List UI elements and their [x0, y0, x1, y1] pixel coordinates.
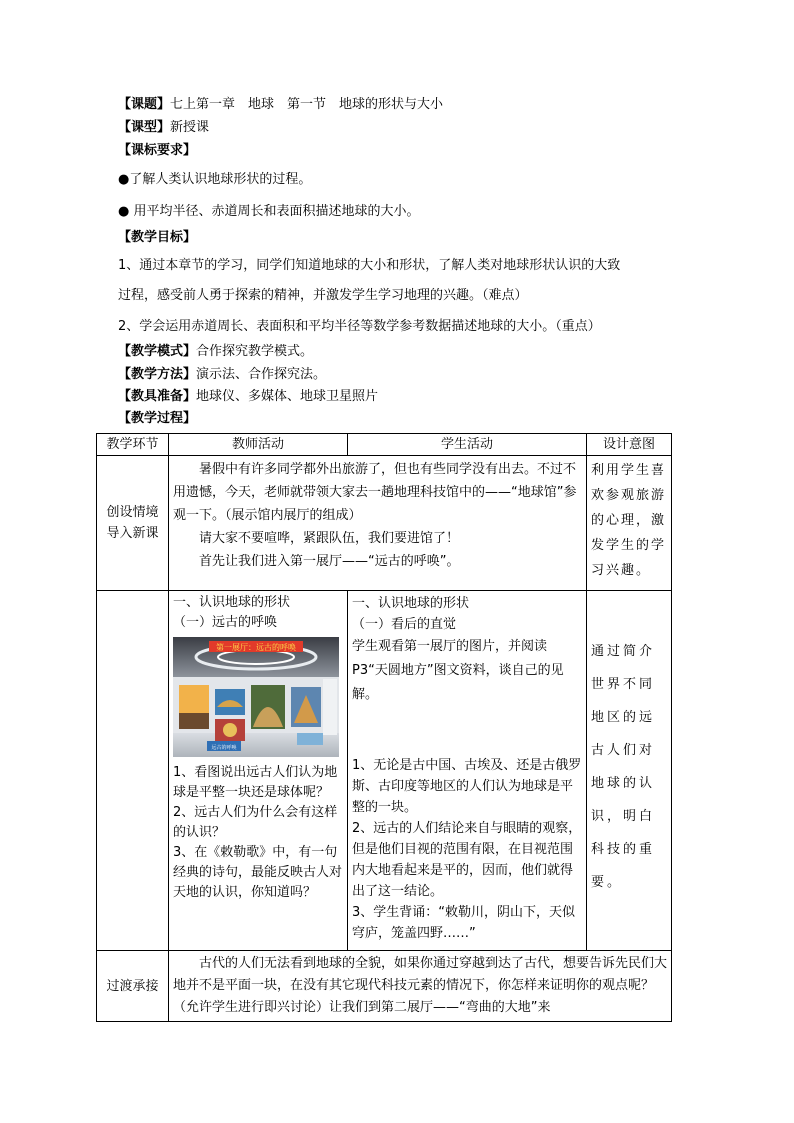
method-line: 【教学方法】演示法、合作探究法。 — [118, 367, 327, 382]
activity-paragraph: 首先让我们进入第一展厅——“远古的呼唤”。 — [199, 554, 460, 569]
goal-1-line-b: 过程，感受前人勇于探索的精神，并激发学生学习地理的兴趣。（难点） — [118, 288, 528, 303]
table-row — [97, 951, 672, 1022]
student-paragraph: 学生观看第一展厅的图片，并阅读 P3“天圆地方”图文资料，谈自己的见解。 — [352, 639, 564, 702]
teacher-cell — [169, 591, 348, 951]
hall-sign-text: 远古的呼唤 — [211, 745, 237, 751]
goals-heading: 【教学目标】 — [118, 230, 197, 245]
stage-cell — [97, 591, 169, 951]
stage-cell: 创设情境导入新课 — [97, 456, 169, 591]
section-heading: 一、认识地球的形状 — [173, 595, 291, 610]
header-intent: 设计意图 — [587, 434, 672, 456]
exhibition-hall-image — [173, 637, 339, 757]
table-row — [97, 456, 672, 591]
transition-cell — [169, 951, 672, 1022]
type-label: 【课型】 — [118, 120, 171, 135]
standard-heading: 【课标要求】 — [118, 143, 197, 158]
student-cell — [348, 591, 587, 951]
tools-line: 【教具准备】地球仪、多媒体、地球卫星照片 — [118, 389, 379, 404]
hall-banner-text: 第一展厅：远古的呼唤 — [216, 643, 296, 652]
activity-paragraph: 请大家不要喧哗，紧跟队伍，我们要进馆了！ — [199, 531, 460, 546]
standard-item-2: ● 用平均半径、赤道周长和表面积描述地球的大小。 — [118, 204, 420, 219]
topic-label: 【课题】 — [118, 97, 171, 112]
topic-text: 七上第一章 地球 第一节 地球的形状与大小 — [170, 97, 444, 112]
header-stage: 教学环节 — [97, 434, 169, 456]
lesson-table — [96, 433, 672, 1022]
header-student: 学生活动 — [348, 434, 587, 456]
type-line — [118, 118, 209, 138]
table-row — [97, 591, 672, 951]
activity-cell — [169, 456, 587, 591]
process-heading: 【教学过程】 — [118, 411, 197, 426]
subsection-heading: （一）远古的呼唤 — [173, 615, 278, 630]
activity-paragraph: 暑假中有许多同学都外出旅游了，但也有些同学没有出去。不过不用遗憾，今天，老师就带领大家去一趟地理科技馆中的——“地球馆”参观一下。（展示馆内展厅的组成） — [173, 462, 577, 523]
mode-line: 【教学模式】合作探究教学模式。 — [118, 344, 314, 359]
topic-line — [118, 95, 443, 115]
student-answer: 2、远古的人们结论来自与眼睛的观察，但是他们目视的范围有限，在目视范围内大地看起来是平的，因而，他们就得出了这一结论。 — [352, 821, 582, 899]
subsection-heading: （一）看后的直觉 — [352, 617, 457, 632]
student-answer: 3、学生背诵：“敕勒川，阴山下，天似穹庐，笼盖四野……” — [352, 905, 576, 941]
standard-item-1: ●了解人类认识地球形状的过程。 — [118, 172, 312, 187]
intent-cell: 利用学生喜欢参观旅游的心理，激发学生的学习兴趣。 — [587, 456, 672, 591]
type-text: 新授课 — [170, 120, 210, 135]
student-answer: 1、无论是古中国、古埃及、还是古俄罗斯、古印度等地区的人们认为地球是平整的一块。 — [352, 758, 582, 815]
table-header-row — [97, 434, 672, 456]
goal-2: 2、学会运用赤道周长、表面积和平均半径等数学参考数据描述地球的大小。（重点） — [118, 319, 601, 334]
section-heading: 一、认识地球的形状 — [352, 596, 470, 611]
intent-cell: 通过简介世界不同地区的远古人们对地球的认识，明白科技的重要。 — [587, 591, 672, 951]
goal-1-line-a: 1、通过本章节的学习，同学们知道地球的大小和形状，了解人类对地球形状认识的大致 — [118, 258, 621, 273]
teacher-question: 3、在《敕勒歌》中，有一句经典的诗句，最能反映古人对天地的认识，你知道吗？ — [173, 845, 343, 900]
transition-paragraph: 古代的人们无法看到地球的全貌，如果你通过穿越到达了古代，想要告诉先民们大地并不是平面一块，在没有其它现代科技元素的情况下，你怎样来证明你的观点呢？（允许学生进行即兴讨论）让我们到第二展厅——“弯曲的大地”来 — [173, 956, 668, 1015]
teacher-question: 1、看图说出远古人们认为地球是平整一块还是球体呢？ — [173, 765, 338, 800]
stage-cell: 过渡承接 — [97, 951, 169, 1022]
header-teacher: 教师活动 — [169, 434, 348, 456]
teacher-question: 2、远古人们为什么会有这样的认识？ — [173, 805, 338, 840]
